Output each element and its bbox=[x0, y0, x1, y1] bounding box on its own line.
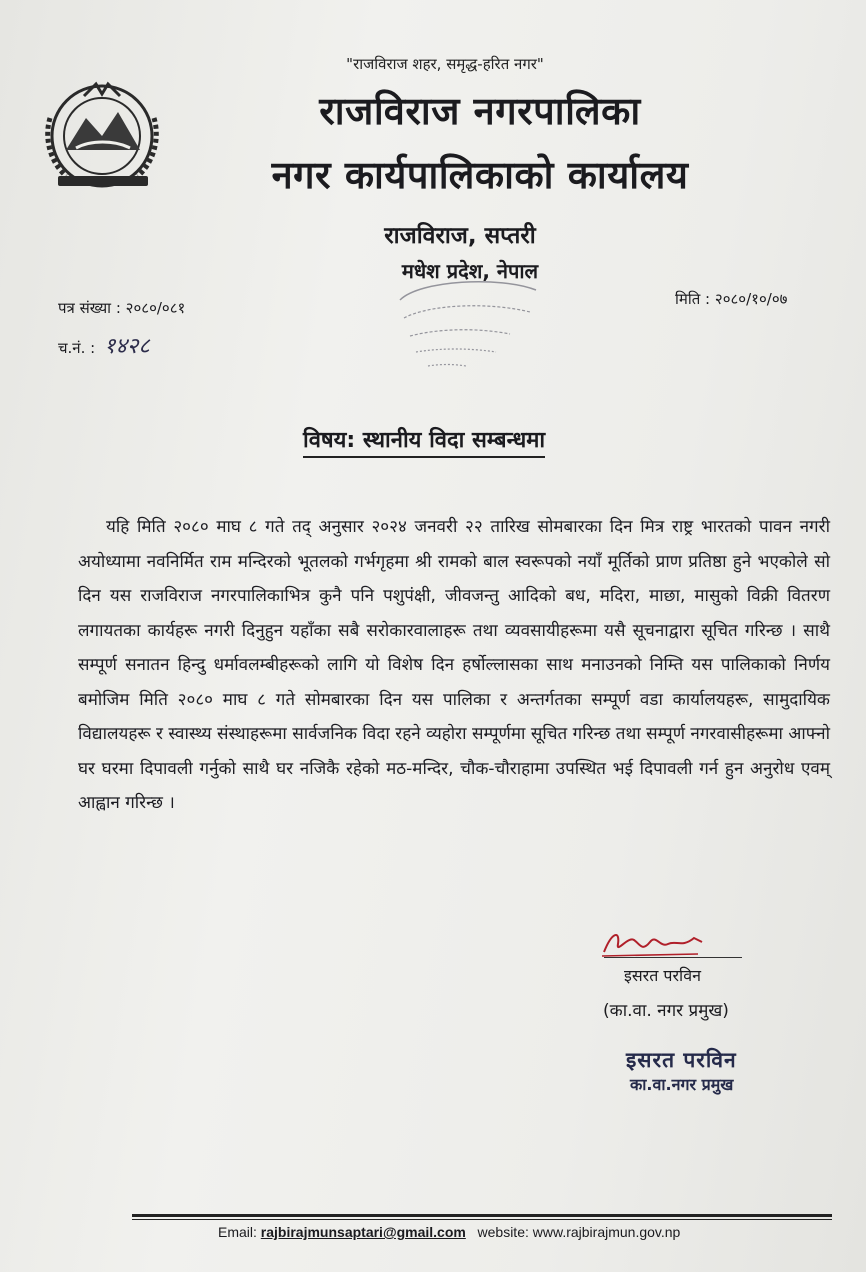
signature-line bbox=[604, 957, 742, 958]
reference-number bbox=[58, 298, 185, 318]
designation-stamp: का.वा.नगर प्रमुख bbox=[630, 1075, 734, 1094]
footer-divider-thin bbox=[132, 1219, 832, 1220]
email-label: Email: bbox=[218, 1224, 257, 1240]
reference-value: २०८०/०८१ bbox=[125, 299, 186, 317]
address-line-1: राजविराज, सप्तरी bbox=[384, 223, 536, 249]
name-stamp: इसरत परविन bbox=[626, 1048, 737, 1072]
dispatch-label: च.नं. : bbox=[58, 339, 96, 357]
reference-label: पत्र संख्या : bbox=[58, 299, 121, 317]
footer-divider bbox=[132, 1214, 832, 1217]
subject-line: विषय: स्थानीय विदा सम्बन्धमा bbox=[303, 424, 545, 458]
dispatch-value: १४२८ bbox=[104, 334, 150, 359]
office-stamp-icon bbox=[380, 260, 550, 380]
website-label: website: bbox=[477, 1224, 529, 1240]
dispatch-number bbox=[58, 330, 150, 360]
letter-date bbox=[675, 289, 787, 309]
signatory-name: इसरत परविन bbox=[624, 966, 701, 985]
municipality-name: राजविराज नगरपालिका bbox=[319, 89, 641, 133]
nepal-emblem-icon bbox=[36, 78, 174, 198]
website-link[interactable]: www.rajbirajmun.gov.np bbox=[532, 1224, 681, 1240]
municipality-motto: "राजविराज शहर, समृद्ध-हरित नगर" bbox=[346, 55, 544, 73]
date-value: २०८०/१०/०७ bbox=[714, 290, 788, 308]
email-link[interactable]: rajbirajmunsaptari@gmail.com bbox=[260, 1224, 466, 1240]
notice-body: यहि मिति २०८० माघ ८ गते तद् अनुसार २०२४ जनवरी २२ तारिख सोमबारका दिन मित्र राष्ट्र भारतको पावन नगरी अयोध्यामा नवनिर्मित राम मन्दिरको भूतलको गर्भगृहमा श्री रामको बाल स्वरूपको नयाँ मूर्तिको प्राण प्रतिष्ठा हुने भएकोले सो दिन यस राजविराज नगरपालिकाभित्र कुनै पनि पशुपंक्षी, जीवजन्तु आदिको बध, मदिरा, माछा, मासुको विक्री वितरण लगायतका कार्यहरू नगरी दिनुहुन यहाँका सबै सरोकारवालाहरू तथा व्यवसायीहरूमा यसै सूचनाद्वारा सूचित गरिन्छ । साथै सम्पूर्ण सनातन हिन्दु धर्मावलम्बीहरूको लागि यो विशेष दिन हर्षोल्लासका साथ मनाउनको निम्ति यस पालिकाको निर्णय बमोजिम मिति २०८० माघ ८ गते सोमबारका दिन यस पालिका र अन्तर्गतका सम्पूर्ण वडा कार्यालयहरू, सामुदायिक विद्यालयहरू र स्वास्थ्य संस्थाहरूमा सार्वजनिक विदा रहने व्यहोरा सम्पूर्णमा सूचित गरिन्छ तथा सम्पूर्ण नगरवासीहरूमा आफ्नो घर घरमा दिपावली गर्नुको साथै घर नजिकै रहेको मठ-मन्दिर, चौक-चौराहामा उपस्थित भई दिपावली गर्न हुन अनुरोध एवम् आह्वान गरिन्छ । bbox=[78, 517, 830, 813]
office-name: नगर कार्यपालिकाको कार्यालय bbox=[271, 153, 689, 197]
date-label: मिति : bbox=[675, 290, 711, 308]
signatory-designation: (का.वा. नगर प्रमुख) bbox=[603, 1001, 729, 1021]
address-line-2: मधेश प्रदेश, नेपाल bbox=[401, 259, 539, 283]
footer-contact bbox=[218, 1224, 680, 1240]
